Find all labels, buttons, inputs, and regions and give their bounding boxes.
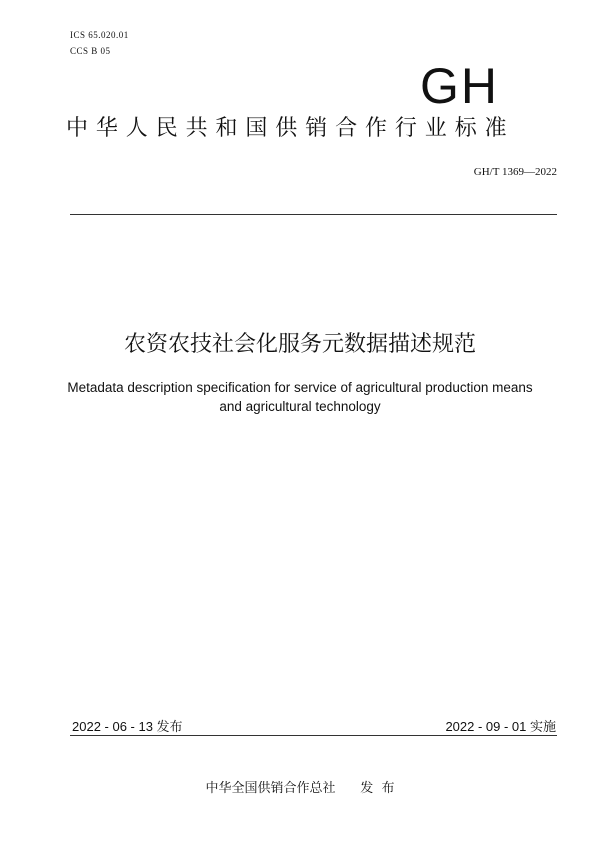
footer-divider [70, 735, 557, 736]
standard-number: GH/T 1369—2022 [473, 166, 557, 178]
publisher: 中华全国供销合作总社 发 布 [205, 781, 395, 796]
implementation-date: 2022 - 09 - 01 实施 [445, 719, 556, 734]
ccs-code: CCS B 05 [70, 46, 111, 56]
header-divider [70, 214, 557, 215]
standard-type-heading: 中华人民共和国供销合作行业标准 [66, 116, 515, 141]
standard-logo: GH [420, 58, 499, 114]
ics-code: ICS 65.020.01 [70, 30, 129, 40]
document-title-chinese: 农资农技社会化服务元数据描述规范 [123, 332, 476, 357]
issue-date: 2022 - 06 - 13 发布 [72, 719, 183, 734]
document-title-english: Metadata description specification for service of agricultural production means and agricultural technology [67, 380, 533, 414]
